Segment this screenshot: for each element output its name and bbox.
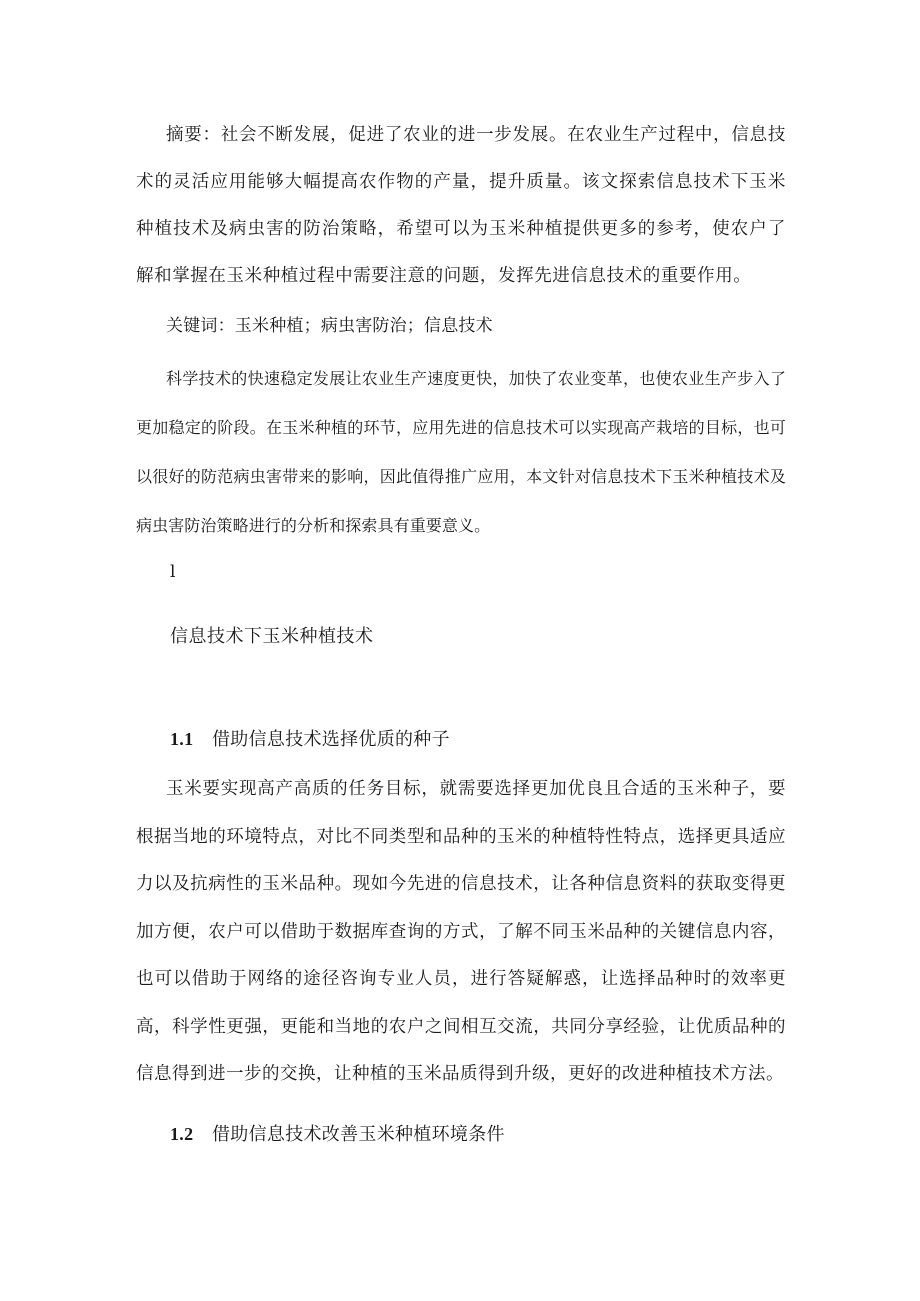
abstract-paragraph: 摘要：社会不断发展，促进了农业的进一步发展。在农业生产过程中，信息技术的灵活应用能够大幅提高农作物的产量，提升质量。该文探索信息技术下玉米种植技术及病虫害的防治策略，希望可以为玉米种植提供更多的参考，使农户了解和掌握在玉米种植过程中需要注意的问题，发挥先进信息技术的重要作用。 [136, 125, 786, 286]
section-number: l [170, 562, 176, 582]
subsection-number: 1.2 [170, 1124, 194, 1144]
section-title: 信息技术下玉米种植技术 [170, 626, 374, 647]
subsection-number: 1.1 [170, 729, 194, 749]
subsection-heading-1-2 [170, 1119, 505, 1150]
subsection-1-1-body: 玉米要实现高产高质的任务目标，就需要选择更加优良且合适的玉米种子，要根据当地的环境特点，对比不同类型和品种的玉米的种植特性特点，选择更具适应力以及抗病性的玉米品种。现如今先进的信息技术，让各种信息资料的获取变得更加方便，农户可以借助于数据库查询的方式，了解不同玉米品种的关键信息内容，也可以借助于网络的途径咨询专业人员，进行答疑解惑，让选择品种时的效率更高，科学性更强，更能和当地的农户之间相互交流，共同分享经验，让优质品种的信息得到进一步的交换，让种植的玉米品质得到升级，更好的改进种植技术方法。 [136, 779, 786, 1084]
keywords-line: 关键词：玉米种植；病虫害防治；信息技术 [166, 316, 493, 336]
subsection-title: 借助信息技术选择优质的种子 [212, 729, 450, 750]
subsection-title: 借助信息技术改善玉米种植环境条件 [212, 1124, 505, 1145]
subsection-heading-1-1 [170, 724, 450, 755]
introduction-paragraph: 科学技术的快速稳定发展让农业生产速度更快，加快了农业变革，也使农业生产步入了更加稳定的阶段。在玉米种植的环节，应用先进的信息技术可以实现高产栽培的目标，也可以很好的防范病虫害带来的影响，因此值得推广应用，本文针对信息技术下玉米种植技术及病虫害防治策略进行的分析和探索具有重要意义。 [136, 369, 786, 535]
